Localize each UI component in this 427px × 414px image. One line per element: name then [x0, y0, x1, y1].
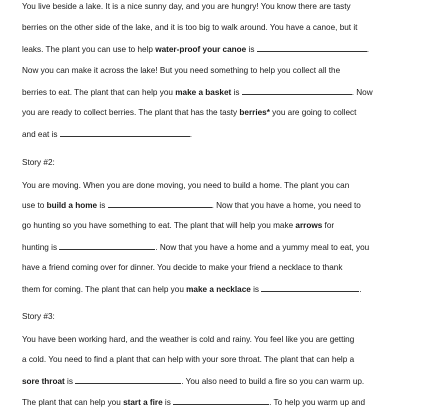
bold-text: arrows: [295, 221, 323, 230]
bold-text: build a home: [46, 201, 98, 210]
story3-line-2: [22, 355, 354, 365]
text: . Now that you have a home, you need to: [211, 201, 361, 210]
text: You are moving. When you are done moving, you need to build a home. The plant you can: [22, 181, 350, 190]
story2-line-5: [22, 263, 342, 273]
text: is: [64, 377, 76, 386]
text: have a friend coming over for dinner. You decide to make your friend a necklace to thank: [22, 263, 343, 272]
bold-text: make a basket: [175, 88, 232, 97]
text: a cold. You need to find a plant that can help with your sore throat. The plant that can help a: [22, 355, 355, 364]
answer-blank[interactable]: [75, 376, 181, 384]
story1-line-7: [22, 129, 192, 140]
text: .: [366, 45, 369, 54]
story3-line-4: [22, 397, 365, 408]
story2-line-2: [22, 200, 361, 211]
answer-blank[interactable]: [242, 87, 352, 95]
answer-blank[interactable]: [261, 284, 362, 294]
text: . To help you warm up and: [269, 398, 366, 407]
story1-line-5: [22, 87, 373, 98]
text: . You also need to build a fire so you can warm up.: [181, 377, 365, 386]
text: You live beside a lake. It is a nice sunny day, and you are hungry! You know there are tasty: [22, 2, 351, 11]
text: . Now: [351, 88, 373, 97]
bold-text: start a fire: [123, 398, 163, 407]
text: is: [246, 45, 257, 54]
heading-text: Story #3:: [22, 312, 55, 321]
text: Now you can make it across the lake! But you need something to help you collect all the: [22, 66, 341, 75]
heading-text: Story #2:: [22, 158, 55, 167]
text: is: [162, 398, 174, 407]
text: .: [359, 285, 362, 294]
bold-text: water-proof your canoe: [155, 45, 247, 54]
text: use to: [22, 201, 47, 210]
story1-line-3: [22, 44, 369, 55]
text: berries to eat. The plant that can help you: [22, 88, 176, 97]
answer-blank[interactable]: [59, 242, 155, 250]
text: you are going to collect: [269, 108, 357, 117]
story2-heading: [22, 158, 55, 168]
text: berries on the other side of the lake, and it is too big to walk around. You have a canoe, but it: [22, 23, 358, 32]
text: them for coming. The plant that can help you: [22, 285, 187, 294]
story1-line-4: [22, 66, 340, 76]
text: The plant that can help you: [22, 398, 124, 407]
text: is: [97, 201, 108, 210]
story2-line-4: [22, 242, 369, 253]
text: is: [250, 285, 262, 294]
text: for: [322, 221, 335, 230]
text: leaks. The plant you can use to help: [22, 45, 156, 54]
story1-line-6: [22, 108, 356, 118]
story1-line-1: [22, 2, 351, 12]
story3-line-3: [22, 376, 364, 387]
bold-text: berries*: [239, 108, 270, 117]
text: and eat is: [22, 130, 60, 139]
text: You have been working hard, and the weather is cold and rainy. You feel like you are getting: [22, 335, 355, 344]
text: is: [231, 88, 242, 97]
text: go hunting so you have something to eat. The plant that will help you make: [22, 221, 296, 230]
answer-blank[interactable]: [257, 44, 367, 52]
answer-blank[interactable]: [60, 129, 193, 139]
story3-heading: [22, 312, 55, 322]
bold-text: sore throat: [22, 377, 65, 386]
story2-line-1: [22, 181, 349, 191]
bold-text: make a necklace: [186, 285, 251, 294]
story2-line-3: [22, 221, 334, 231]
story1-line-2: [22, 23, 357, 33]
story3-line-1: [22, 335, 354, 345]
story2-line-6: [22, 284, 362, 295]
text: . Now that you have a home and a yummy meal to eat, you: [155, 243, 370, 252]
answer-blank[interactable]: [173, 397, 269, 405]
text: you are ready to collect berries. The plant that has the tasty: [22, 108, 240, 117]
text: .: [189, 130, 193, 139]
answer-blank[interactable]: [108, 200, 212, 208]
text: hunting is: [22, 243, 60, 252]
